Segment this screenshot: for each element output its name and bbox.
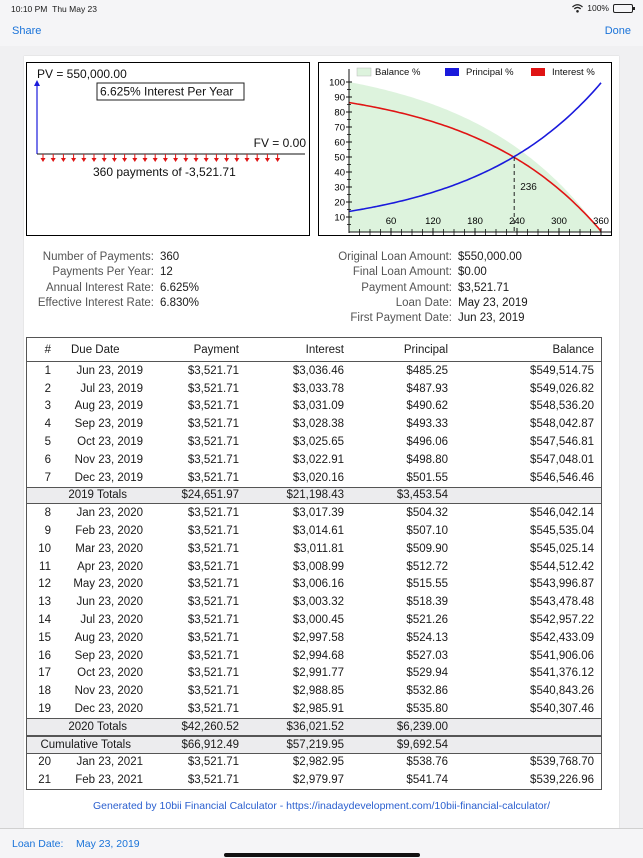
payment-arrowhead <box>51 158 56 162</box>
cell-principal: $527.03 <box>406 649 448 662</box>
summary-label: Payments Per Year: <box>52 266 154 279</box>
summary-row <box>24 281 199 296</box>
summary-label: First Payment Date: <box>350 312 452 325</box>
status-right <box>572 3 633 13</box>
cell-interest: $3,036.46 <box>292 364 344 377</box>
payment-arrowhead <box>132 158 137 162</box>
cell-balance: $540,307.46 <box>530 703 594 716</box>
cell-principal: $509.90 <box>406 542 448 555</box>
loan-date-label: Loan Date: <box>12 838 64 850</box>
cell-row-number: 12 <box>38 578 51 591</box>
payment-arrowhead <box>265 158 270 162</box>
y-tick-label: 60 <box>334 137 345 149</box>
payments-label: 360 payments of -3,521.71 <box>93 165 236 179</box>
cell-due-date: Dec 23, 2019 <box>74 471 143 484</box>
cell-payment: $3,521.71 <box>187 667 239 680</box>
cell-interest: $2,991.77 <box>292 667 344 680</box>
cell-interest: $3,031.09 <box>292 400 344 413</box>
cell-row-number: 20 <box>38 756 51 769</box>
cell-principal: $524.13 <box>406 631 448 644</box>
cell-principal: $529.94 <box>406 667 448 680</box>
cell-interest: $2,985.91 <box>292 703 344 716</box>
cell-payment: $3,521.71 <box>187 649 239 662</box>
cell-interest: $3,014.61 <box>292 525 344 538</box>
share-button[interactable]: Share <box>12 25 42 37</box>
table-row <box>27 665 601 683</box>
nav-bar <box>0 20 643 46</box>
cell-payment: $3,521.71 <box>187 614 239 627</box>
crossover-label: 236 <box>520 182 537 193</box>
graph-svg <box>319 63 613 237</box>
cell-due-date: Jun 23, 2019 <box>76 364 143 377</box>
table-row <box>27 558 601 576</box>
cell-balance: $543,478.48 <box>530 596 594 609</box>
totals-row <box>27 487 601 505</box>
cell-principal: $515.55 <box>406 578 448 591</box>
y-tick-label: 100 <box>329 77 345 89</box>
cell-payment: $3,521.71 <box>187 364 239 377</box>
cell-due-date: Oct 23, 2019 <box>77 436 143 449</box>
loan-date-button[interactable]: May 23, 2019 <box>76 838 140 850</box>
cell-due-date: May 23, 2020 <box>73 578 143 591</box>
cell-due-date: Nov 23, 2020 <box>74 685 143 698</box>
cell-balance: $544,512.42 <box>530 560 594 573</box>
summary-row <box>24 296 199 311</box>
cell-interest: $3,017.39 <box>292 507 344 520</box>
cell-principal: $490.62 <box>406 400 448 413</box>
summary-row <box>306 265 528 280</box>
legend-balance: Balance % <box>375 67 421 78</box>
cell-payment: $3,521.71 <box>187 453 239 466</box>
totals-row <box>27 718 601 736</box>
rate-label: 6.625% Interest Per Year <box>100 84 234 99</box>
cell-payment: $3,521.71 <box>187 774 239 787</box>
cell-row-number: 9 <box>44 525 51 538</box>
payment-arrowhead <box>194 158 199 162</box>
cell-interest: $3,022.91 <box>292 453 344 466</box>
cell-due-date: Jul 23, 2019 <box>80 382 143 395</box>
cell-due-date: Oct 23, 2020 <box>77 667 143 680</box>
cell-interest: $3,000.45 <box>292 614 344 627</box>
table-row <box>27 469 601 487</box>
summary-label: Effective Interest Rate: <box>37 296 154 309</box>
cell-balance: $540,843.26 <box>530 685 594 698</box>
cell-row-number: 17 <box>38 667 51 680</box>
payment-arrowhead <box>163 158 168 162</box>
report-sheet[interactable] <box>0 46 643 828</box>
cell-due-date: Mar 23, 2020 <box>75 542 143 555</box>
summary-label: Loan Date: <box>395 296 452 309</box>
table-row <box>27 362 601 380</box>
cell-row-number: 21 <box>38 774 51 787</box>
cell-interest: $3,033.78 <box>292 382 344 395</box>
cell-principal: $518.39 <box>406 596 448 609</box>
cell-payment: $3,521.71 <box>187 382 239 395</box>
summary-row <box>306 296 528 311</box>
cashflow-svg <box>27 63 311 237</box>
cell-totals-principal: $9,692.54 <box>396 738 448 751</box>
cell-balance: $543,996.87 <box>530 578 594 591</box>
legend-swatch-balance <box>357 68 371 76</box>
payment-arrows <box>41 154 281 162</box>
cell-principal: $501.55 <box>406 471 448 484</box>
summary-value: 6.830% <box>160 296 200 309</box>
cell-balance: $539,768.70 <box>530 756 594 769</box>
header-payment: Payment <box>193 343 239 356</box>
cell-balance: $542,957.22 <box>530 614 594 627</box>
payment-arrowhead <box>143 158 148 162</box>
y-tick-label: 90 <box>334 92 345 104</box>
cell-totals-label: 2019 Totals <box>68 489 127 502</box>
cell-row-number: 15 <box>38 631 51 644</box>
summary-value: 360 <box>160 251 180 263</box>
cell-payment: $3,521.71 <box>187 756 239 769</box>
cell-interest: $2,988.85 <box>292 685 344 698</box>
y-tick-label: 70 <box>334 122 345 134</box>
cell-interest: $2,979.97 <box>292 774 344 787</box>
cell-principal: $512.72 <box>406 560 448 573</box>
cell-due-date: Aug 23, 2019 <box>74 400 143 413</box>
payment-arrowhead <box>234 158 239 162</box>
table-row <box>27 451 601 469</box>
cell-interest: $2,982.95 <box>292 756 344 769</box>
x-tick-label: 300 <box>551 216 567 227</box>
battery-percent: 100% <box>587 3 609 13</box>
done-button[interactable]: Done <box>604 25 631 37</box>
table-row <box>27 415 601 433</box>
legend-principal: Principal % <box>466 67 514 78</box>
cell-row-number: 3 <box>44 400 51 413</box>
cell-interest: $3,011.81 <box>293 542 344 555</box>
payment-arrowhead <box>214 158 219 162</box>
cell-principal: $487.93 <box>406 382 448 395</box>
status-time: 10:10 PM Thu May 23 <box>11 4 98 14</box>
cell-totals-label: 2020 Totals <box>68 720 127 733</box>
cell-row-number: 11 <box>39 560 51 573</box>
cell-principal: $538.76 <box>406 756 448 769</box>
summary-label: Number of Payments: <box>42 251 154 263</box>
cell-balance: $548,536.20 <box>530 400 594 413</box>
y-tick-label: 50 <box>334 152 345 164</box>
summary-value: May 23, 2019 <box>458 296 528 309</box>
cell-payment: $3,521.71 <box>187 400 239 413</box>
cell-balance: $542,433.09 <box>530 631 594 644</box>
x-tick-label: 60 <box>385 216 397 227</box>
payment-arrowhead <box>183 158 188 162</box>
payment-arrowhead <box>41 158 46 162</box>
payment-arrowhead <box>102 158 107 162</box>
table-row <box>27 754 601 772</box>
cell-totals-interest: $21,198.43 <box>286 489 344 502</box>
payment-arrowhead <box>245 158 250 162</box>
legend-interest: Interest % <box>552 67 595 78</box>
summary-row <box>306 281 528 296</box>
summary-value: $3,521.71 <box>458 281 510 294</box>
cell-principal: $496.06 <box>406 436 448 449</box>
payment-arrowhead <box>224 158 229 162</box>
generated-by-link[interactable]: Generated by 10bii Financial Calculator - https://inadaydevelopment.com/10bii-financial-calculator/ <box>93 800 550 812</box>
cell-row-number: 7 <box>44 471 51 484</box>
cell-totals-interest: $57,219.95 <box>286 738 344 751</box>
y-tick-label: 20 <box>334 197 345 209</box>
header-balance: Balance <box>552 343 594 356</box>
table-row <box>27 647 601 665</box>
graph-legend <box>357 67 595 78</box>
cell-interest: $3,028.38 <box>292 418 344 431</box>
summary-label: Original Loan Amount: <box>338 251 452 263</box>
table-row <box>27 576 601 594</box>
cashflow-diagram <box>26 62 310 236</box>
cell-row-number: 16 <box>38 649 51 662</box>
cell-totals-payment: $24,651.97 <box>181 489 239 502</box>
summary-value: $0.00 <box>458 266 487 279</box>
cell-principal: $485.25 <box>406 364 448 377</box>
cell-principal: $504.32 <box>406 507 448 520</box>
cell-due-date: Jan 23, 2021 <box>76 756 143 769</box>
cell-totals-payment: $42,260.52 <box>181 720 239 733</box>
cell-balance: $545,025.14 <box>530 542 594 555</box>
x-tick-label: 240 <box>509 216 525 227</box>
cell-payment: $3,521.71 <box>187 525 239 538</box>
cell-payment: $3,521.71 <box>187 471 239 484</box>
header-principal: Principal <box>403 343 448 356</box>
cell-balance: $547,546.81 <box>530 436 594 449</box>
fv-label: FV = 0.00 <box>253 136 306 150</box>
cell-due-date: Apr 23, 2020 <box>77 560 143 573</box>
cell-interest: $3,006.16 <box>292 578 344 591</box>
cell-balance: $549,514.75 <box>530 364 594 377</box>
table-row <box>27 771 601 789</box>
cell-due-date: Jul 23, 2020 <box>80 614 143 627</box>
cell-row-number: 13 <box>38 596 51 609</box>
cell-due-date: Jun 23, 2020 <box>76 596 143 609</box>
cell-interest: $3,025.65 <box>292 436 344 449</box>
cell-payment: $3,521.71 <box>187 436 239 449</box>
cell-interest: $3,003.32 <box>292 596 344 609</box>
summary-value: $550,000.00 <box>458 251 522 263</box>
payment-arrowhead <box>255 158 260 162</box>
cell-due-date: Sep 23, 2019 <box>74 418 143 431</box>
cell-balance: $546,042.14 <box>530 507 594 520</box>
cell-row-number: 5 <box>44 436 51 449</box>
cell-row-number: 6 <box>44 453 51 466</box>
header-due-date: Due Date <box>71 343 120 356</box>
cell-principal: $521.26 <box>406 614 448 627</box>
cell-totals-interest: $36,021.52 <box>286 720 344 733</box>
table-row <box>27 629 601 647</box>
y-tick-label: 10 <box>334 212 345 224</box>
cell-payment: $3,521.71 <box>187 685 239 698</box>
summary-left <box>24 250 199 311</box>
report-card <box>24 56 619 828</box>
cell-balance: $545,535.04 <box>530 525 594 538</box>
cell-due-date: Sep 23, 2020 <box>74 649 143 662</box>
cell-principal: $541.74 <box>406 774 448 787</box>
cell-totals-label: Cumulative Totals <box>40 738 131 751</box>
summary-value: 6.625% <box>160 281 200 294</box>
payment-arrowhead <box>71 158 76 162</box>
table-header <box>27 338 601 362</box>
payment-arrowhead <box>275 158 280 162</box>
battery-icon <box>613 4 633 13</box>
cell-payment: $3,521.71 <box>187 542 239 555</box>
summary-label: Annual Interest Rate: <box>45 281 154 294</box>
legend-swatch-interest <box>531 68 545 76</box>
cell-due-date: Dec 23, 2020 <box>74 703 143 716</box>
cell-principal: $498.80 <box>406 453 448 466</box>
payment-arrowhead <box>61 158 66 162</box>
cell-due-date: Aug 23, 2020 <box>74 631 143 644</box>
x-tick-label: 180 <box>467 216 483 227</box>
summary-row <box>306 311 528 326</box>
status-bar <box>0 0 643 20</box>
summary-right <box>306 250 528 326</box>
y-tick-label: 30 <box>334 182 345 194</box>
table-row <box>27 682 601 700</box>
cell-interest: $2,997.58 <box>292 631 344 644</box>
cell-interest: $3,020.16 <box>292 471 344 484</box>
amortization-graph <box>318 62 612 236</box>
summary-label: Payment Amount: <box>361 281 452 294</box>
cell-row-number: 19 <box>38 703 51 716</box>
summary-row <box>306 250 528 265</box>
cell-row-number: 18 <box>38 685 51 698</box>
pv-label: PV = 550,000.00 <box>37 67 127 81</box>
cell-payment: $3,521.71 <box>187 703 239 716</box>
summary-value: Jun 23, 2019 <box>458 312 525 325</box>
cell-row-number: 2 <box>44 382 51 395</box>
amortization-table <box>26 337 602 790</box>
table-row <box>27 593 601 611</box>
x-tick-label: 120 <box>425 216 441 227</box>
cell-row-number: 4 <box>44 418 51 431</box>
x-tick-label: 360 <box>593 216 609 227</box>
table-row <box>27 540 601 558</box>
table-body <box>27 362 601 789</box>
table-row <box>27 398 601 416</box>
cell-balance: $539,226.96 <box>530 774 594 787</box>
cell-balance: $548,042.87 <box>530 418 594 431</box>
cell-balance: $547,048.01 <box>530 453 594 466</box>
summary-row <box>24 250 199 265</box>
payment-arrowhead <box>112 158 117 162</box>
cell-due-date: Nov 23, 2019 <box>74 453 143 466</box>
wifi-icon <box>572 4 583 13</box>
cell-interest: $3,008.99 <box>292 560 344 573</box>
cell-interest: $2,994.68 <box>292 649 344 662</box>
payment-arrowhead <box>92 158 97 162</box>
cell-totals-principal: $3,453.54 <box>396 489 448 502</box>
summary-label: Final Loan Amount: <box>352 266 452 279</box>
cell-payment: $3,521.71 <box>187 578 239 591</box>
cell-principal: $532.86 <box>406 685 448 698</box>
table-row <box>27 504 601 522</box>
cell-payment: $3,521.71 <box>187 631 239 644</box>
cell-row-number: 1 <box>44 364 51 377</box>
table-row <box>27 380 601 398</box>
cell-balance: $549,026.82 <box>530 382 594 395</box>
table-row <box>27 522 601 540</box>
summary-row <box>24 265 199 280</box>
cell-row-number: 14 <box>38 614 51 627</box>
payment-arrowhead <box>173 158 178 162</box>
cell-totals-payment: $66,912.49 <box>181 738 239 751</box>
totals-row <box>27 736 601 754</box>
cell-payment: $3,521.71 <box>187 507 239 520</box>
y-tick-label: 80 <box>334 107 345 119</box>
cell-due-date: Jan 23, 2020 <box>76 507 143 520</box>
table-row <box>27 433 601 451</box>
cell-balance: $541,376.12 <box>530 667 594 680</box>
cell-totals-principal: $6,239.00 <box>396 720 448 733</box>
summary-value: 12 <box>160 266 173 279</box>
cell-due-date: Feb 23, 2021 <box>75 774 143 787</box>
header-interest: Interest <box>305 343 344 356</box>
cell-payment: $3,521.71 <box>187 560 239 573</box>
balance-area <box>349 82 601 232</box>
cell-balance: $541,906.06 <box>530 649 594 662</box>
table-row <box>27 611 601 629</box>
table-row <box>27 700 601 718</box>
home-indicator[interactable] <box>224 853 420 857</box>
cell-principal: $507.10 <box>406 525 448 538</box>
cell-row-number: 10 <box>38 542 51 555</box>
cell-payment: $3,521.71 <box>187 596 239 609</box>
payment-arrowhead <box>204 158 209 162</box>
cell-principal: $493.33 <box>406 418 448 431</box>
payment-arrowhead <box>153 158 158 162</box>
y-tick-label: 40 <box>334 167 345 179</box>
legend-swatch-principal <box>445 68 459 76</box>
cell-due-date: Feb 23, 2020 <box>75 525 143 538</box>
cell-principal: $535.80 <box>406 703 448 716</box>
cell-row-number: 8 <box>44 507 51 520</box>
cell-payment: $3,521.71 <box>187 418 239 431</box>
payment-arrowhead <box>81 158 86 162</box>
payment-arrowhead <box>122 158 127 162</box>
header-number: # <box>44 343 51 356</box>
cell-balance: $546,546.46 <box>530 471 594 484</box>
